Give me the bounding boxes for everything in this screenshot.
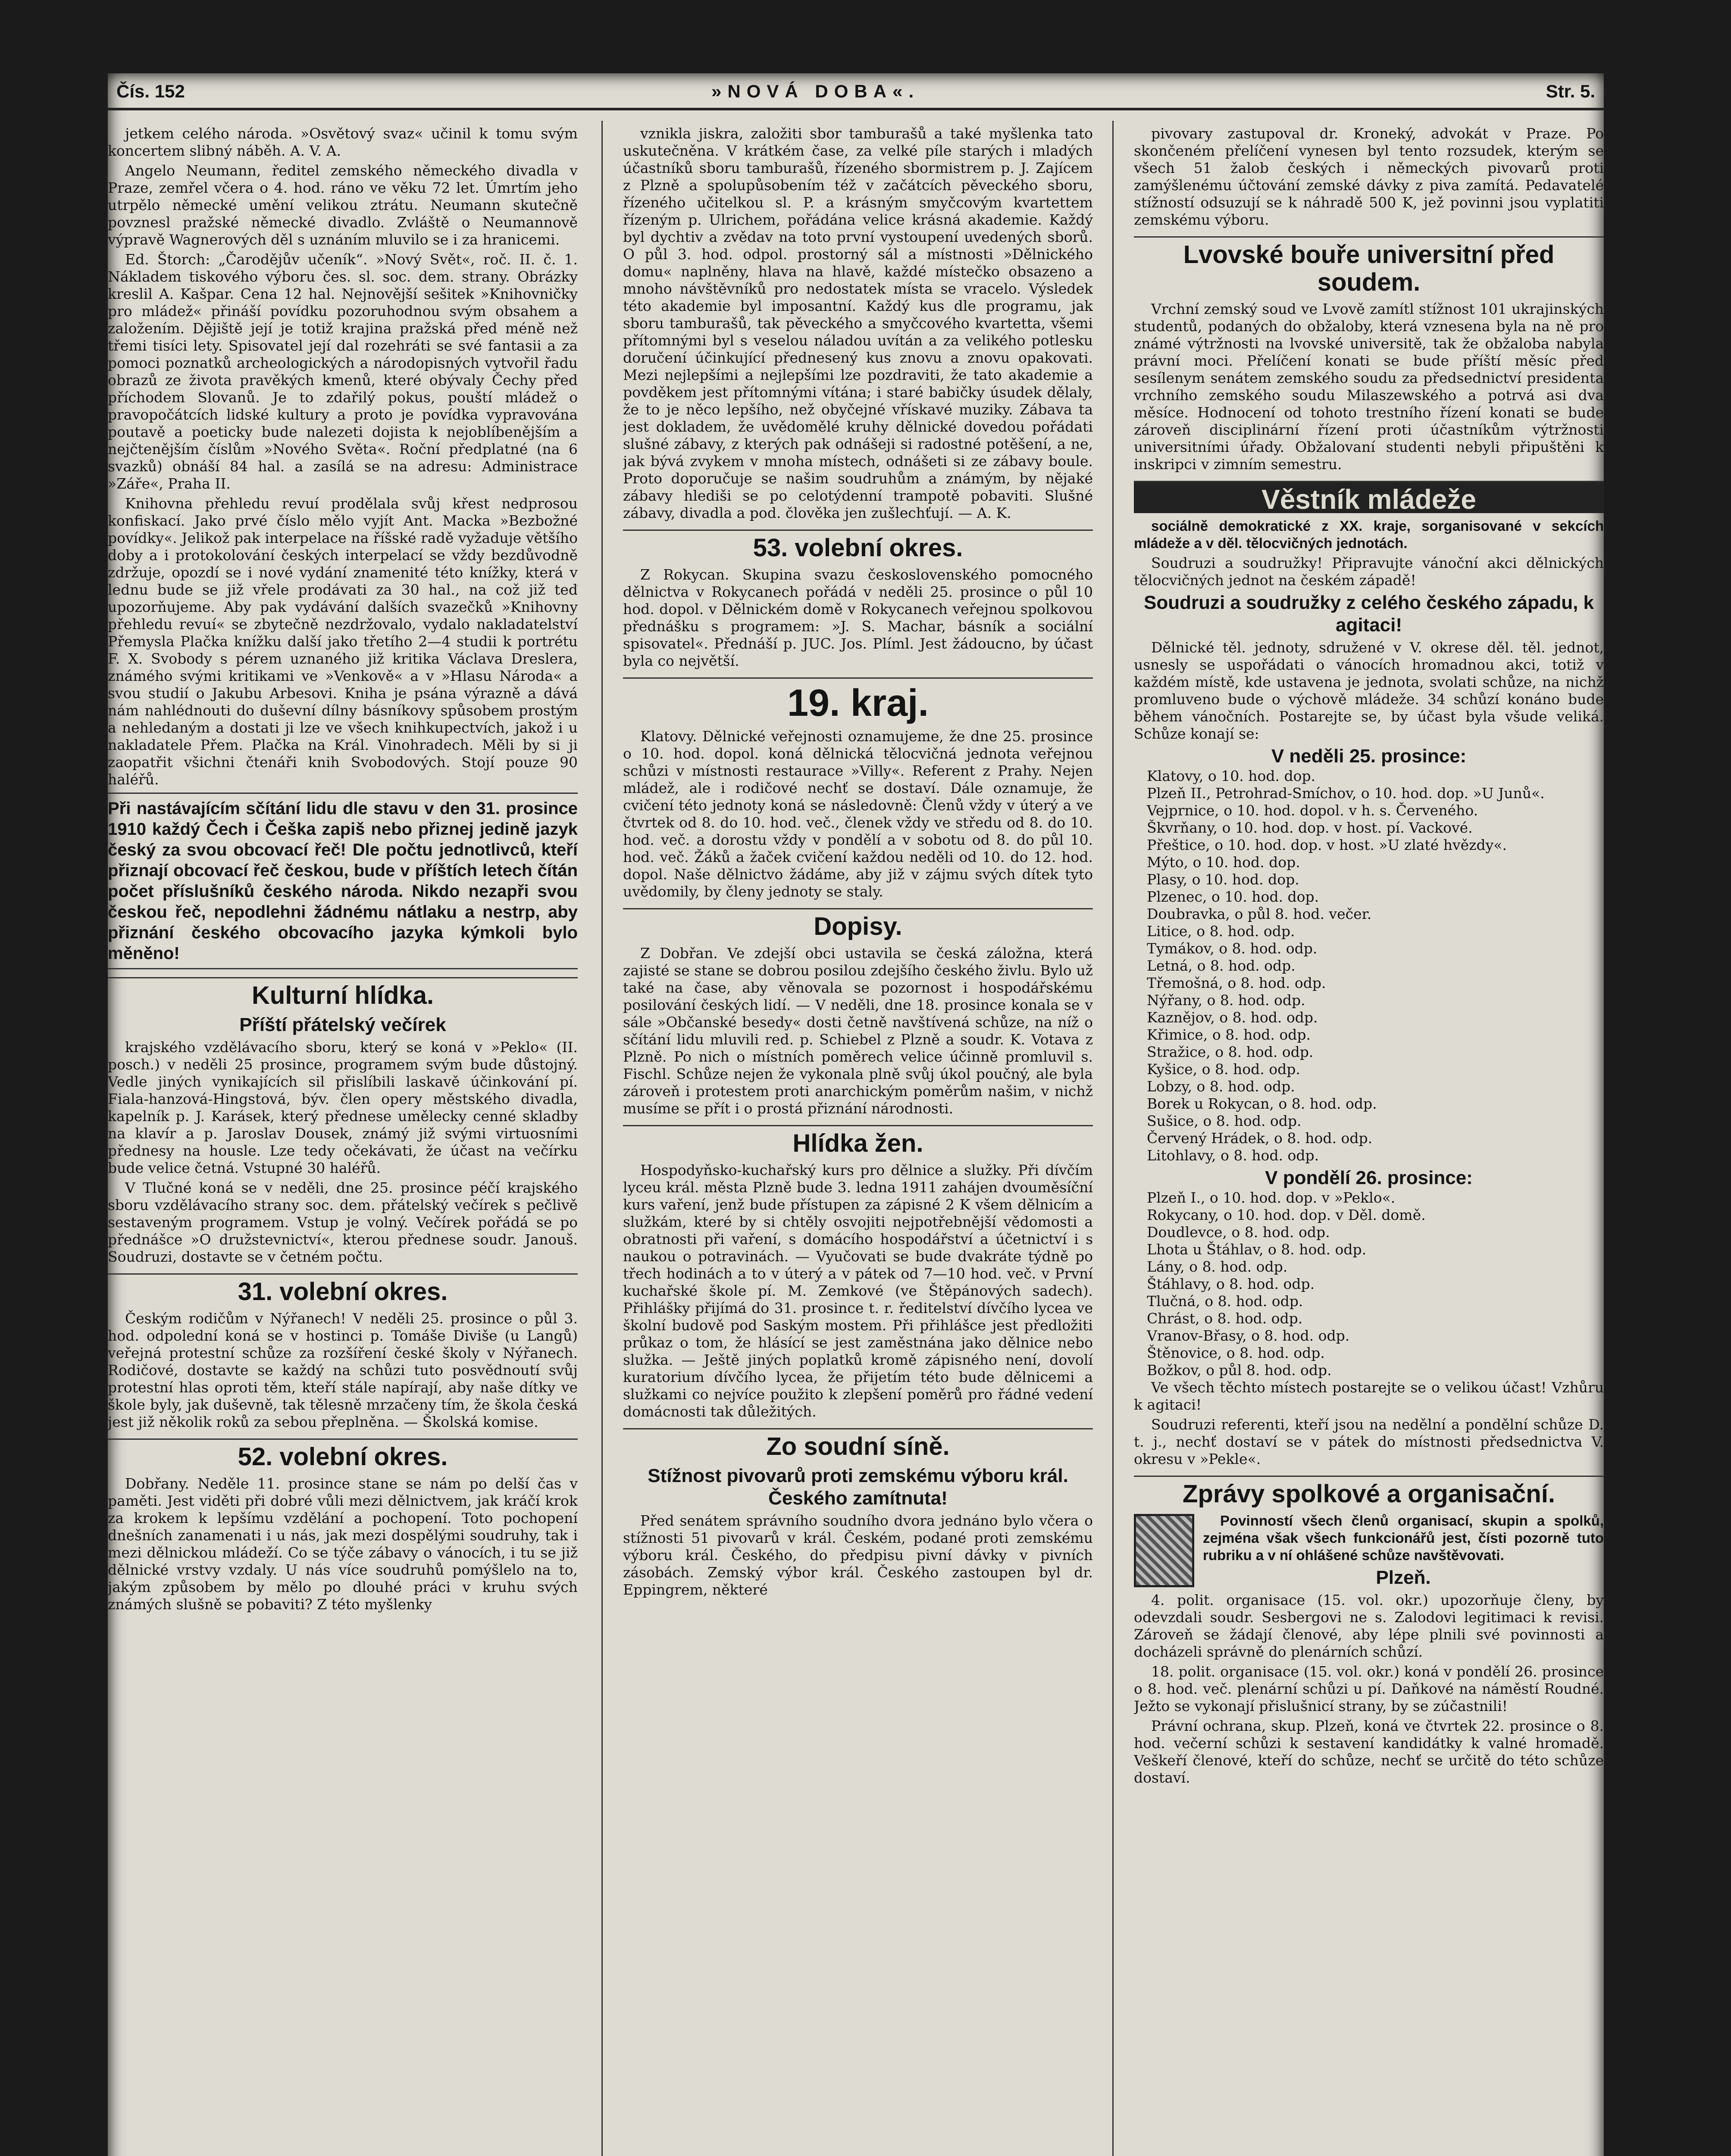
meeting-item: Tlučná, o 8. hod. odp.	[1147, 1293, 1303, 1310]
section-heading-31: 31. volební okres.	[108, 1273, 578, 1306]
org-18: 18. polit. organisace (15. vol. okr.) koná v pondělí 26. prosince o 8. hod. več. plenární schůzi u pí. Daňkové na náměstí Roudné. Ježto se vykonají přislušnicí strany, by se zúčastnili!	[1134, 1663, 1604, 1714]
article-rokycany: Z Rokycan. Skupina svazu československého pomocného dělnictva v Rokycanech pořádá v neděli 25. prosince o půl 10 hod. dopol. v Dělnickém domě v Rokycanech veřejnou spolkovou přednášku s programem: »J. S. Machar, básník a sociální spisovatel«. Přednáší p. JUC. Jos. Plíml. Jest žádoucno, by účast byla co největší.	[623, 566, 1093, 669]
article-text: jetkem celého národa. »Osvětový svaz« učinil k tomu svým koncertem slibný náběh. A. V. A.	[108, 125, 578, 159]
referenti-notice: Soudruzi referenti, kteří jsou na nedělní a pondělní schůze D. t. j., nechť dostaví se v pátek do místnosti předsednictva V. okresu v »Pekle«.	[1134, 1416, 1604, 1467]
article-tlucna: V Tlučné koná se v neděli, dne 25. prosince péčí krajského sboru vzdělávacího strany soc. dem. přátelský večírek s pečlivě sestaveným programem. Vstup je volný. Večírek pořádá se po přednášce »O družstevnictví«, kterou přednese soudr. Janouš. Soudruzi, dostavte se v četném počtu.	[108, 1179, 578, 1265]
newspaper-page	[108, 73, 1604, 2156]
column-2	[623, 125, 1093, 2156]
agitace-call: Ve všech těchto místech postarejte se o velikou účast! Vzhůru k agitaci!	[1134, 1379, 1604, 1413]
article-vecirek: krajského vzdělávacího sboru, který se koná v »Peklo« (II. posch.) v neděli 25 prosince, programem svým bude důstojný. Vedle jiných vynikajících sil přislíbili laskavě účinkování pí. Fiala-hanzová-Hingstová, býv. člen opery městského divadla, kapelník p. J. Karásek, který přednese umělecky cenné skladby na klavír a p. Jaroslav Dousek, známý již svými virtuosními přednesy na housle. Lze tedy očekávati, že účast na večírku bude velice četná. Vstupné 30 haléřů.	[108, 1039, 578, 1176]
meeting-item: Litohlavy, o 8. hod. odp.	[1147, 1147, 1319, 1164]
meeting-item: Vranov-Břasy, o 8. hod. odp.	[1147, 1327, 1350, 1344]
section-heading-19-kraj: 19. kraj.	[623, 677, 1093, 724]
meeting-item: Lobzy, o 8. hod. odp.	[1147, 1078, 1295, 1095]
meeting-item: Křimice, o 8. hod. odp.	[1147, 1026, 1311, 1043]
meeting-item: Škvrňany, o 10. hod. dop. v host. pí. Vackové.	[1147, 819, 1473, 836]
meeting-item: Letná, o 8. hod. odp.	[1147, 957, 1296, 974]
subheading-agitace: Soudruzi a soudružky z celého českého západu, k agitaci!	[1143, 592, 1594, 636]
section-heading-hlidka-zen: Hlídka žen.	[623, 1125, 1093, 1157]
meeting-item: Borek u Rokycan, o 8. hod. odp.	[1147, 1095, 1377, 1112]
meeting-item: Lhota u Štáhlav, o 8. hod. odp.	[1147, 1241, 1367, 1258]
section-heading-52: 52. volební okres.	[108, 1438, 578, 1471]
section-heading-lvov: Lvovské bouře universitní před soudem.	[1134, 236, 1604, 296]
meeting-item: Klatovy, o 10. hod. dop.	[1147, 768, 1316, 784]
meeting-item: Rokycany, o 10. hod. dop. v Děl. domě.	[1147, 1206, 1426, 1223]
article-dobrany-letter: Z Dobřan. Ve zdejší obci ustavila se česká záložna, která zajisté se stane se dobrou posilou zdejšího českého živlu. Bylo už také na čase, aby věnovala se pozornost i hospodářskému posilování českých lidí. — V neděli, dne 18. prosince konala se v sále »Občanské besedy« dosti četně navštívená schůze, na níž o sčítání lidu mluvili red. p. Schiebel z Plzně a soudr. K. Votava z Plzně. Po nich o místních poměrech velice účinně promluvil s. Fischl. Schůze nejen že vykonala plně svůj úkol poučný, ale byla zároveň i protestem proti anarchickým poměrům našim, v nichž musíme se přít i o prostá přiznání národnosti.	[623, 945, 1093, 1117]
census-notice: Při nastávajícím sčítání lidu dle stavu v den 31. prosince 1910 každý Čech i Češka zapiš nebo přiznej jedině jazyk český za svou obcovací řeč! Dle počtu jednotlivců, kteří přiznají obcovací řeč českou, bude v příštích letech čítán počet příslušníků českého národa. Nikdo nezapři svou českou řeč, nepodlehni žádnému nátlaku a nestrp, aby přiznání českého obcovacího jazyka kýmkoli bylo měněno!	[108, 793, 578, 969]
article-pivovary: Před senátem správního soudního dvora jednáno bylo včera o stížnosti 51 pivovarů v král. Českém, podané proti zemskému výboru král. Českého, do předpisu pivní dávky v pivních zásobách. Zemský výbor král. Českého zastoupen byl dr. Eppingrem, některé	[623, 1512, 1093, 1598]
meeting-item: Božkov, o půl 8. hod. odp.	[1147, 1362, 1332, 1379]
column-3	[1134, 125, 1604, 2156]
meeting-item: Přeštice, o 10. hod. dop. v host. »U zlaté hvězdy«.	[1147, 837, 1507, 853]
column-divider	[1112, 121, 1114, 2156]
section-heading-mladez: Věstník mládeže	[1134, 481, 1604, 513]
meeting-list-sunday	[1134, 768, 1604, 1164]
section-heading-soud: Zo soudní síně.	[623, 1428, 1093, 1460]
meeting-item: Třemošná, o 8. hod. odp.	[1147, 975, 1326, 991]
article-schuze: Dělnické těl. jednoty, sdružené v V. okrese děl. těl. jednot, usnesly se uspořádati o vánocích hromadnou akci, totiž v každém místě, kde ustavena je jednota, svolati schůze, na nichž promluveno bude o výchově mládeže. 34 schůzí konáno bude během vánočních. Postarejte se, by účast byla všude veliká. Schůze konají se:	[1134, 639, 1604, 742]
organisation-emblem-icon	[1134, 1514, 1194, 1587]
meeting-item: Stražice, o 8. hod. odp.	[1147, 1044, 1314, 1060]
section-heading-zpravy: Zprávy spolkové a organisační.	[1134, 1476, 1604, 1508]
article-rozsudek: pivovary zastupoval dr. Kroneký, advokát v Praze. Po skončeném přelíčení vynesen byl tento rozsudek, kterým se všech 51 žalob českých i německých pivovarů proti zamýšlenému účtování zemské dávky z piva zamítá. Pedavatelé stížností odsuzují se k náhradě 500 K, jež povinni jsou vyplatiti zemskému výboru.	[1134, 125, 1604, 228]
meeting-item: Chrást, o 8. hod. odp.	[1147, 1310, 1303, 1327]
subheading-stiznost: Stížnost pivovarů proti zemskému výboru král. Českého zamítnuta!	[648, 1465, 1068, 1509]
meeting-item: Tymákov, o 8. hod. odp.	[1147, 940, 1318, 957]
meeting-day-2: V pondělí 26. prosince:	[1265, 1167, 1473, 1188]
article-lvov: Vrchní zemský soud ve Lvově zamítl stížnost 101 ukrajinských studentů, podaných do obžaloby, která vznesena byla na ně pro známé výtržnosti na lvovské universitě, tak že obžaloba nabyla právní moci. Přelíčení konati se bude příští měsíc před sesílenym senátem zemského soudu za předsednictví presidenta vrchního zemského soudu Milaszewského a potrvá asi dva měsíce. Hodnocení od tohoto trestního řízení konati se bude zároveň disciplinární řízení proti účastníkům výtržnosti universitními úřady. Obžalovaní studenti nebyli připuštěni k inskripci v zimním semestru.	[1134, 301, 1604, 473]
meeting-item: Štěnovice, o 8. hod. odp.	[1147, 1344, 1325, 1361]
meeting-item: Kaznějov, o 8. hod. odp.	[1147, 1009, 1318, 1026]
meeting-item: Plzeň I., o 10. hod. dop. v »Peklo«.	[1147, 1189, 1396, 1206]
article-knihovna: Knihovna přehledu revuí prodělala svůj křest nedprosou konfiskací. Jako prvé číslo mělo vyjít Ant. Macka »Bezbožné povídky«. Jelikož pak interpelace na říšské radě vyžaduje většího doby a i protokolování českých interpelací se vždy bezdůvodně zdržuje, opozdí se i nové vydání znamenité této knížky, která v lednu bude se již vřele prodávati za 30 hal., na což již teď upozorňujeme. Aby pak vydávání dalších svazečků »Knihovny přehledu revuí« se zbytečně nezdržovalo, vydalo nakladatelství Přemysla Plačka knížku další jako třetího 2—4 studii k portrétu F. X. Svobody s pérem uznaného již kritika Václava Dreslera, známého svými kritikami ve »Venkově« a v »Hlasu Národa« a svou studií o Jakubu Arbesovi. Kniha je psána výrazně a dává nám nahlédnouti do duševní dílny básníkovy spůsobem prostým a nehledaným a dostati ji lze ve všech knihkupectvích, jakož i u nakladatele Přem. Plačka na Král. Vinohradech. Měli by si ji zaopatřit všichni čtenáři knih Svobodových. Stojí pouze 90 haléřů.	[108, 495, 578, 788]
article-storch: Ed. Štorch: „Čarodějův učeník“. »Nový Svět«, roč. II. č. 1. Nákladem tiskového výboru čes. sl. soc. dem. strany. Obrázky kreslil A. Kašpar. Cena 12 hal. Nejnovější sešitek »Knihovničky pro mládež« přináší povídku pozoruhodnou svým obsahem a založením. Dějiště její je totiž krajina pražská před méně než třemi tisíci lety. Spisovatel její dal rozehráti se své fantasii a za pomoci poznatků archeologických a národopisných vytvořil řadu obrazů ze života pravěkých kmenů, které obývaly Čechy před příchodem Slovanů. Je to zdařilý pokus, pouští mládež o pravopočátcích lidské kultury a proto je povídka vypravována poutavě a poeticky bude nalezeti dojista k nejoblíbenějším a nejčtenějším číslům »Nového Světa«. Roční předplatné (na 6 svazků) obnáší 84 hal. a zasílá se na adresu: Administrace »Záře«, Praha II.	[108, 251, 578, 492]
meeting-item: Plasy, o 10. hod. dop.	[1147, 871, 1299, 888]
meeting-item: Štáhlavy, o 8. hod. odp.	[1147, 1275, 1315, 1292]
zpravy-intro	[1134, 1512, 1604, 1564]
section-heading-53: 53. volební okres.	[623, 530, 1093, 562]
meeting-item: Plzenec, o 10. hod. dop.	[1147, 888, 1319, 905]
meeting-item: Doudlevce, o 8. hod. odp.	[1147, 1224, 1330, 1241]
meeting-item: Litice, o 8. hod. odp.	[1147, 923, 1295, 940]
masthead-title: »NOVÁ DOBA«.	[711, 81, 920, 101]
article-neumann: Angelo Neumann, ředitel zemského německého divadla v Praze, zemřel včera o 4. hod. ráno ve věku 72 let. Úmrtím jeho utrpělo německé umění velikou ztrátu. Neumann skutečně povznesl pražské německé divadlo. Zvláště o Neumannově výpravě Wagnerových děl s uznáním mluvilo se i za hranicemi.	[108, 162, 578, 248]
article-nyrany: Českým rodičům v Nýřanech! V neděli 25. prosince o půl 3. hod. odpolední koná se v hostinci p. Tomáše Diviše (u Langů) veřejná protestní schůze za rozšíření české školy v Nýřanech. Rodičové, dostavte se každý na schůzi tuto posvědnoutí svůj protestní hlas oproti těm, kteří stále napírají, aby naše dítky ve škole byly, jak duševně, tak tělesně mrzačeny tím, že škola česká jest již několik roků za sebou přeplněna. — Školská komise.	[108, 1310, 578, 1430]
section-heading-dopisy: Dopisy.	[623, 908, 1093, 940]
meeting-item: Nýřany, o 8. hod. odp.	[1147, 992, 1305, 1009]
section-heading-kulturni: Kulturní hlídka.	[108, 977, 578, 1009]
column-divider	[601, 121, 603, 2156]
meeting-item: Vejprnice, o 10. hod. dopol. v h. s. Červeného.	[1147, 802, 1478, 819]
article-klatovy: Klatovy. Dělnické veřejnosti oznamujeme, že dne 25. prosince o 10. hod. dopol. koná dělnická tělocvičná jednota veřejnou schůzi v místnosti restaurace »Villy«. Referent z Prahy. Nejen mládež, ale i rodičové nechť se dostaví. Dále oznamuje, že cvičení této jednoty koná se následovně: Členů vždy v úterý a ve čtvrtek od 8. do 10. hod. več., členek vždy ve středu od 8. do 10. hod. več. a dorostu vždy v pondělí a v sobotu od 8. do půl 10. hod. več. Žáků a žaček cvičení každou neděli od 10. do 12. hod. dopol. Naše dělnictvo žádáme, aby již v zájmu svých dítek tyto uvědomily, by členy jednoty se staly.	[623, 728, 1093, 900]
pravni-ochrana: Právní ochrana, skup. Plzeň, koná ve čtvrtek 22. prosince o 8. hod. večerní schůzi k sestavení kandidátky k valné hromadě. Veškeří členové, kteří do schůze, nechť se určitě do této schůze dostaví.	[1134, 1717, 1604, 1786]
meeting-list-monday	[1134, 1189, 1604, 1379]
org-4: 4. polit. organisace (15. vol. okr.) upozorňuje členy, by odevzdali soudr. Sesbergovi ne s. Zalodovi legitimaci k revisi. Zároveň se žádají členové, aby lépe plnili své povinnosti a docházeli správně do plenárních schůzí.	[1134, 1592, 1604, 1660]
page-header	[108, 73, 1604, 110]
mladez-appeal: Soudruzi a soudružky! Připravujte vánoční akci dělnických tělocvičných jednot na českém západě!	[1134, 555, 1604, 589]
meeting-item: Kyšice, o 8. hod. odp.	[1147, 1061, 1300, 1078]
article-tamburasi: vznikla jiskra, založiti sbor tamburašů a také myšlenka tato uskutečněna. V krátkém čase, za velké píle starých i mladých účastníků sboru tamburašů, řízeného sbormistrem p. J. Zajícem z Plzně a spolupůsobením též v začátcích pěveckého sboru, řízeného učitelkou sl. P. a krásným smyčcovým kvartettem řízeným p. Ulrichem, pořádána velice krásná akademie. Každý byl dychtiv a zvědav na toto první vystoupení uvedených sborů. O půl 3. hod. odpol. prostorný sál a místnosti »Dělnického domu« naplněny, hlava na hlavě, každé místečko obsazeno a mnoho návštěvníků pro nedostatek místa se vracelo. Výsledek této akademie byl imposantní. Každý kus dle programu, jak sboru tamburašů, tak pěveckého a smyčcového kvartetta, všemi přítomnými byl s veselou náladou uvítán a za velikého potlesku doručení účinkující přednesený kus znovu a znovu opakovati. Mezi nejlepšími a nejlepšími lze pozdraviti, že tato akademie a povděkem jest přítomnými vítána; i staré babičky úsudek dělaly, že to je něco lepšího, než obyčejné vřískavé muziky. Zábava ta jest dokladem, že uvědomělé kruhy dělnické dovedou pořádati slušné zábavy, z kterých pak odnášeji si radostné potěšení, a ne, jak bývá zvykem v mnoha místech, odnášeti si ze zábavy boule. Proto doporučuje se našim soudruhům a známým, by nějaké zábavy hlediši se po celotýdenní trampotě pobaviti. Slušné zábavy, divadla a pod. člověka jen zušlechťují. — A. K.	[623, 125, 1093, 521]
meeting-item: Červený Hrádek, o 8. hod. odp.	[1147, 1130, 1373, 1147]
zpravy-intro-text: Povinností všech členů organisací, skupin a spolků, zejména však všech funkcionářů jest, čísti pozorně tuto rubriku a v ní ohlášené schůze navštěvovati.	[1203, 1513, 1604, 1563]
subheading-plzen: Plzeň.	[1376, 1567, 1431, 1588]
meeting-item: Lány, o 8. hod. odp.	[1147, 1258, 1288, 1275]
article-dobrany: Dobřany. Neděle 11. prosince stane se nám po delší čas v paměti. Jest viděti při dobré vůli mezi dělnictvem, jak kráčí krok za krokem k lepšímu vzdělání a pochopení. Toto pochopení dnešních zanamenati i u nás, jak mezi dospělými soudruhy, tak i mezi dělnickou mládeží. Co se týče zábavy o vánocích, i tu se již dělnické vrstvy vzdaly. U nás více soudruhů pomýšlelo na to, jakým způsobem by mělo po dlouhé práci v kruhu svých známých slušně se pobaviti? Z této myšlenky	[108, 1475, 578, 1613]
meeting-item: Plzeň II., Petrohrad-Smíchov, o 10. hod. dop. »U Junů«.	[1147, 785, 1545, 802]
meeting-item: Mýto, o 10. hod. dop.	[1147, 854, 1300, 871]
article-kurs: Hospodyňsko-kuchařský kurs pro dělnice a služky. Při dívčím lyceu král. města Plzně bude 3. ledna 1911 zahájen dvouměsíční kurs vaření, jenž bude přístupen za zápisné 2 K všem dělnicím a služkám, které by si chtěly osvojiti nejpotřebnější vědomosti a obratnosti při vaření, s domácího hospodářství a účetnictví i s naukou o potravinách. — Vyučovati se bude dvakráte týdně po třech hodinách a to v úterý a v pátek od 7—10 hod. več. v První kuchařské škole pí. M. Zemkové (ve Štěpánových sadech). Přihlášky přijímá do 31. prosince t. r. ředitelství dívčího lycea ve školní budově pod Saským mostem. Při přihlášce jest předložiti průkaz o tom, že hlásící se jest zaměstnána jako dělnice nebo služka. — Ještě jiných poplatků kromě zápisného není, dovolí kuratorium dívčího lycea, že přijetím této bude dělnicemi a služkami co nejvíce použito k zlepšení poměrů pro řádné vedení domácnosti tak důležitých.	[623, 1162, 1093, 1420]
meeting-item: Doubravka, o půl 8. hod. večer.	[1147, 906, 1372, 922]
meeting-item: Sušice, o 8. hod. odp.	[1147, 1112, 1302, 1129]
subheading-vecirek: Příští přátelský večírek	[239, 1014, 446, 1035]
issue-number: Čís. 152	[116, 81, 185, 101]
mladez-subtitle: sociálně demokratické z XX. kraje, sorganisované v sekcích mládeže a v děl. tělocvičných jednotách.	[1134, 518, 1604, 551]
meeting-day-1: V neděli 25. prosince:	[1271, 746, 1467, 767]
column-1	[108, 125, 578, 2156]
page-number: Str. 5.	[1546, 81, 1595, 101]
